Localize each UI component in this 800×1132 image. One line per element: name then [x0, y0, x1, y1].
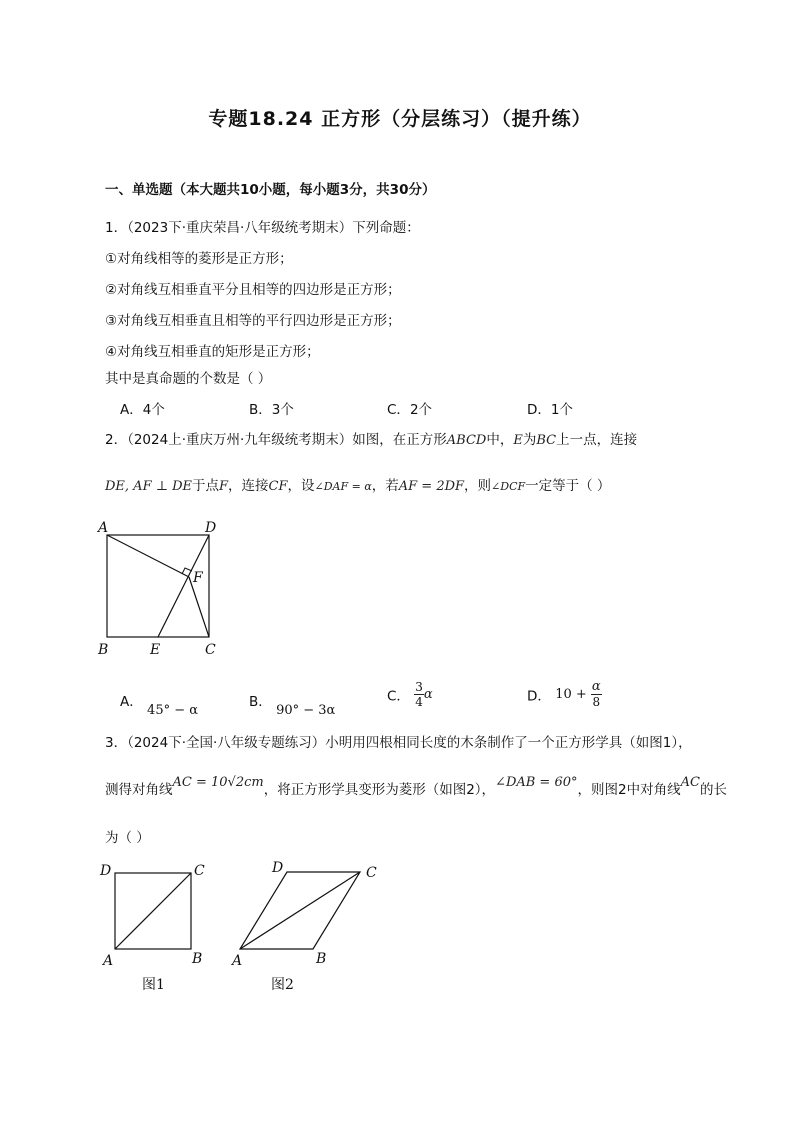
q2-stem-text: 2．（2024上·重庆万州·九年级统考期末）如图，在正方形 [105, 432, 447, 448]
math-ac-eq: AC = 10√2cm [172, 775, 264, 790]
label-a: A [103, 953, 114, 969]
segment-af [107, 535, 189, 577]
math-angle-daf: ∠DAF = α [314, 480, 372, 493]
fraction-numerator: α [591, 679, 601, 694]
q1-option-c[interactable] [387, 398, 432, 418]
option-letter: B． [249, 694, 272, 710]
label-f: F [193, 570, 203, 586]
math-angle-dab: ∠DAB = 60° [495, 775, 578, 790]
math-cf: CF [268, 479, 288, 494]
q2-stem-line2 [105, 474, 610, 494]
label-a: A [232, 953, 243, 969]
math-f: F [219, 479, 229, 494]
math-abcd: ABCD [446, 433, 487, 448]
q3-figure-1 [95, 855, 215, 995]
option-letter: A． [120, 402, 143, 418]
label-b: B [316, 951, 327, 967]
q2-text: 中， [486, 432, 514, 448]
option-math: 45° − α [147, 703, 199, 718]
option-letter: C． [387, 688, 410, 705]
label-a: A [98, 520, 109, 536]
section-heading: 一、单选题（本大题共10小题，每小题3分，共30分） [105, 182, 436, 198]
option-fraction [591, 680, 602, 709]
figure-caption: 图2 [271, 977, 294, 993]
q2-option-a[interactable] [120, 690, 199, 718]
option-text: 2个 [409, 402, 433, 418]
q2-text: 于点 [192, 478, 219, 494]
q2-text: ，设 [287, 478, 315, 494]
math-ac: AC [680, 775, 700, 790]
math-bc: BC [536, 433, 557, 448]
label-b: B [192, 951, 203, 967]
q2-text: ，则 [464, 478, 492, 494]
label-c: C [194, 863, 205, 879]
option-fraction [414, 680, 424, 709]
label-c: C [366, 865, 377, 881]
q2-option-c[interactable] [387, 680, 433, 709]
option-letter: D． [527, 402, 551, 418]
page-title: 专题18.24 正方形（分层练习）（提升练） [208, 108, 592, 130]
label-d: D [205, 520, 217, 536]
q3-stem-line2 [105, 775, 727, 798]
q2-stem-line1 [105, 428, 637, 448]
q1-stem: 1．（2023下·重庆荣昌·八年级统考期末）下列命题： [105, 220, 420, 236]
option-letter: C． [387, 402, 410, 418]
segment-de [158, 535, 209, 637]
q3-text: 测得对角线 [105, 782, 173, 798]
math-e: E [513, 433, 523, 448]
q3-text: ，将正方形学具变形为菱形（如图2）， [263, 782, 496, 798]
option-math: 10 + [555, 687, 591, 702]
q2-option-b[interactable] [249, 690, 336, 718]
math-de-af: DE, AF ⊥ DE [105, 479, 192, 494]
label-d: D [100, 863, 112, 879]
q2-figure [95, 520, 225, 660]
q1-item-2: ②对角线互相垂直平分且相等的四边形是正方形； [105, 282, 401, 298]
label-b: B [98, 642, 109, 658]
q2-option-d[interactable] [527, 680, 602, 709]
square-abcd [107, 535, 209, 637]
q1-item-1: ①对角线相等的菱形是正方形； [105, 251, 293, 267]
q3-text: 的长 [699, 782, 727, 798]
option-letter: A． [120, 694, 143, 710]
fraction-numerator: 3 [415, 680, 423, 694]
q2-text: 为 [522, 432, 537, 448]
q1-question: 其中是真命题的个数是（ ） [105, 371, 272, 387]
q3-figure-2 [225, 855, 395, 995]
math-af-2df: AF = 2DF [398, 479, 465, 494]
diagonal-ac [240, 872, 360, 949]
q2-text: 一定等于（ ） [525, 478, 611, 494]
option-math: 90° − 3α [276, 703, 336, 718]
math-angle-dcf: ∠DCF [491, 480, 526, 493]
q2-text: ，若 [371, 478, 399, 494]
option-letter: B． [249, 402, 272, 418]
segment-cf [189, 577, 209, 637]
option-text: 1个 [550, 402, 573, 418]
q1-option-a[interactable] [120, 398, 165, 418]
q3-text: ，则图2中对角线 [577, 782, 681, 798]
q2-text: ，连接 [228, 478, 269, 494]
q1-option-d[interactable] [527, 398, 573, 418]
q1-option-b[interactable] [249, 398, 294, 418]
figure-caption: 图1 [142, 977, 165, 993]
q2-text: 上一点，连接 [556, 432, 638, 448]
fraction-denominator: 8 [592, 695, 601, 709]
label-e: E [150, 642, 161, 658]
diagonal-ac [115, 873, 191, 949]
option-math: α [423, 687, 433, 702]
q1-item-4: ④对角线互相垂直的矩形是正方形； [105, 344, 320, 360]
q1-item-3: ③对角线互相垂直且相等的平行四边形是正方形； [105, 313, 401, 329]
option-text: 4个 [142, 402, 165, 418]
q3-stem-line3: 为（ ） [105, 830, 150, 846]
q3-stem-line1: 3．（2024下·全国·八年级专题练习）小明用四根相同长度的木条制作了一个正方形学具（如图1）， [105, 735, 692, 751]
option-letter: D． [527, 688, 551, 705]
option-text: 3个 [271, 402, 294, 418]
fraction-denominator: 4 [415, 695, 423, 709]
label-c: C [205, 642, 216, 658]
label-d: D [272, 860, 284, 876]
